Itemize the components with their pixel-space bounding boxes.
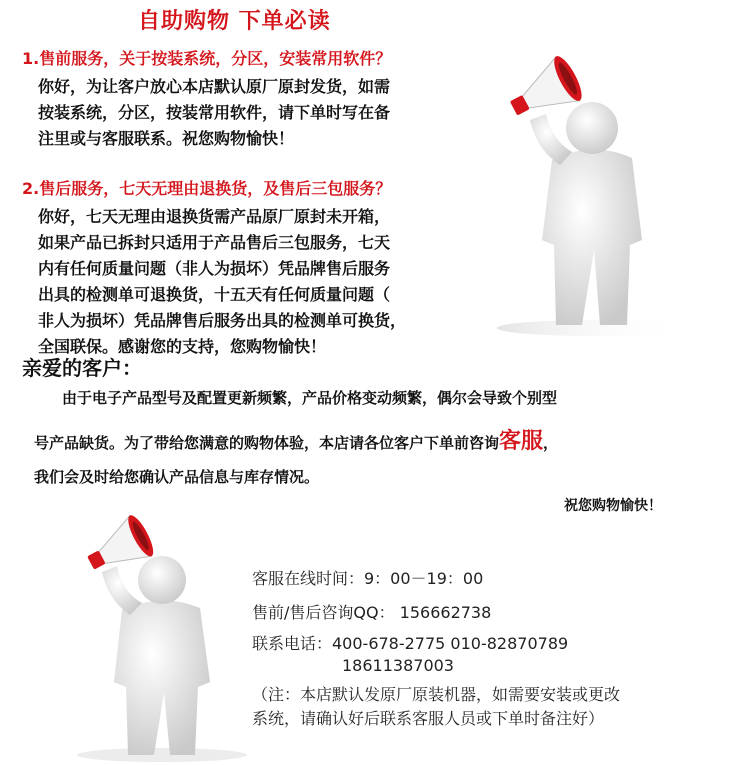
customer-service-highlight: 客服	[499, 428, 544, 454]
aftersale-heading: 2.售后服务，七天无理由退换货，及售后三包服务？	[22, 179, 392, 198]
install-note: （注：本店默认发原厂原装机器，如需要安装或更改	[252, 685, 621, 704]
notice-line: 由于电子产品型号及配置更新频繁，产品价格变动频繁，偶尔会导致个别型	[62, 389, 558, 407]
aftersale-line: 出具的检测单可退换货，十五天有任何质量问题（	[38, 285, 391, 304]
presale-heading: 1.售前服务，关于按装系统，分区，安装常用软件？	[22, 49, 392, 68]
page-title: 自助购物 下单必读	[138, 9, 331, 34]
aftersale-line: 你好，七天无理由退换货需产品原厂原封未开箱，	[38, 207, 391, 226]
aftersale-line: 全国联保。感谢您的支持，您购物愉快！	[38, 337, 327, 356]
presale-line: 注里或与客服联系。祝您购物愉快！	[38, 129, 295, 148]
qq-contact: 售前/售后咨询QQ： 156662738	[252, 603, 492, 622]
notice-line: 我们会及时给您确认产品信息与库存情况。	[34, 468, 320, 486]
aftersale-line: 非人为损坏）凭品牌售后服务出具的检测单可换货，	[38, 311, 407, 330]
mobile-contact: 18611387003	[342, 656, 454, 675]
service-hours: 客服在线时间：9：00－19：00	[252, 569, 484, 588]
presale-line: 按装系统，分区，按装常用软件，请下单时写在备	[38, 103, 391, 122]
aftersale-line: 如果产品已拆封只适用于产品售后三包服务，七天	[38, 233, 391, 252]
install-note: 系统，请确认好后联系客服人员或下单时备注好）	[252, 709, 605, 728]
aftersale-line: 内有任何质量问题（非人为损坏）凭品牌售后服务	[38, 259, 391, 278]
presale-line: 你好，为让客户放心本店默认原厂原封发货，如需	[38, 77, 391, 96]
notice-text: 号产品缺货。为了带给您满意的购物体验，本店请各位客户下单前咨询	[34, 434, 500, 452]
megaphone-man-icon	[62, 500, 252, 765]
notice-text: ，	[543, 434, 559, 452]
closing-wish: 祝您购物愉快！	[564, 498, 662, 514]
notice-line	[34, 424, 558, 455]
notice-greeting: 亲爱的客户：	[22, 356, 142, 380]
megaphone-man-icon	[482, 40, 692, 340]
phone-contact: 联系电话：400-678-2775 010-82870789	[252, 634, 569, 653]
